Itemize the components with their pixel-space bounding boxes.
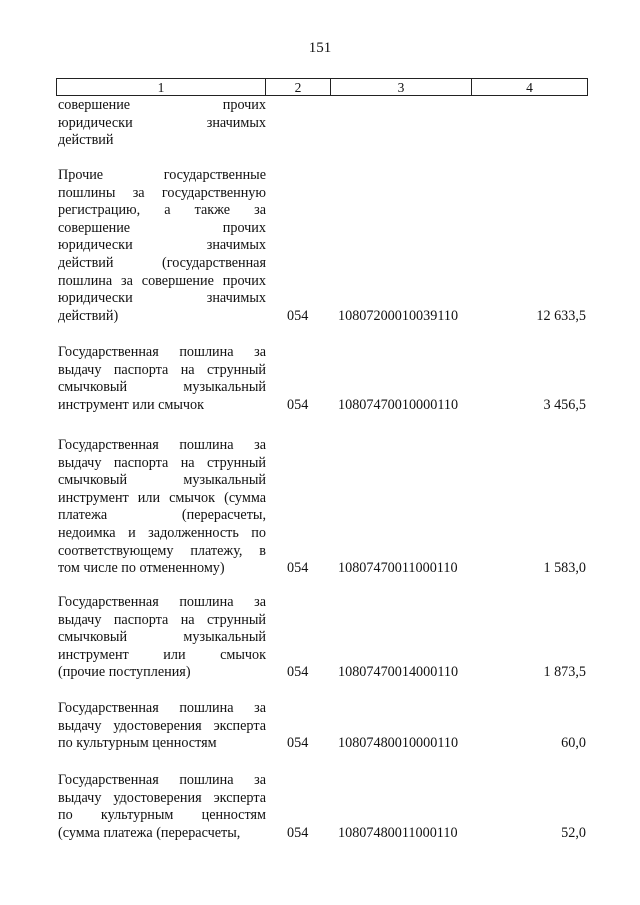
row-name-line: Государственная пошлина за <box>58 700 266 716</box>
row-name <box>58 167 266 325</box>
row-name-line: пошлина за совершение прочих <box>58 272 266 289</box>
row-amount: 1 873,5 <box>543 664 586 681</box>
row-name-line: по культурным ценностям <box>58 807 266 824</box>
row-code-admin: 054 <box>287 824 309 841</box>
column-header-2: 2 <box>266 79 331 96</box>
row-name-line: юридически значимых <box>58 237 266 254</box>
row-name-line: Прочие государственные <box>58 167 266 183</box>
row-code-budget: 10807470014000110 <box>338 664 459 681</box>
row-name-line: по культурным ценностям <box>58 735 217 752</box>
row-code-budget: 10807480011000110 <box>338 824 458 841</box>
row-name <box>58 700 266 753</box>
row-code-budget: 10807470010000110 <box>338 396 459 413</box>
row-name-line: действий (государственная <box>58 254 266 271</box>
row-name-line: выдачу паспорта на струнный <box>58 454 266 471</box>
row-name-line: соответствующему платежу, в <box>58 542 266 559</box>
row-name-line: (прочие поступления) <box>58 664 191 681</box>
row-name-line: том числе по отмененному) <box>58 560 225 577</box>
row-name <box>58 97 266 150</box>
row-name <box>58 594 266 682</box>
row-name-line: регистрацию, а также за <box>58 202 266 219</box>
row-name-line: юридически значимых <box>58 290 266 307</box>
row-code-admin: 054 <box>287 307 309 324</box>
row-name-line: Государственная пошлина за <box>58 437 266 453</box>
row-code-budget: 10807470011000110 <box>338 560 458 577</box>
column-header-4: 4 <box>472 79 588 96</box>
row-name-line: инструмент или смычок <box>58 396 205 413</box>
row-name-line: юридически значимых <box>58 114 266 131</box>
row-code-admin: 054 <box>287 396 309 413</box>
row-name-line: Государственная пошлина за <box>58 344 266 360</box>
row-name-line: действий <box>58 132 114 149</box>
row-code-budget: 10807480010000110 <box>338 735 459 752</box>
row-amount: 3 456,5 <box>543 396 586 413</box>
row-name-line: платежа (перерасчеты, <box>58 507 266 524</box>
row-name-line: выдачу паспорта на струнный <box>58 361 266 378</box>
row-name-line: смычковый музыкальный <box>58 379 266 396</box>
row-amount: 52,0 <box>561 824 586 841</box>
row-code-admin: 054 <box>287 735 309 752</box>
page-number: 151 <box>308 40 332 56</box>
row-name-line: смычковый музыкальный <box>58 629 266 646</box>
row-name <box>58 772 266 842</box>
row-name-line: выдачу удостоверения эксперта <box>58 717 266 734</box>
column-header-table <box>56 78 588 96</box>
row-name-line: пошлины за государственную <box>58 184 266 201</box>
row-name-line: действий) <box>58 307 119 324</box>
row-name-line: Государственная пошлина за <box>58 772 266 788</box>
row-code-admin: 054 <box>287 560 309 577</box>
row-code-budget: 10807200010039110 <box>338 307 459 324</box>
row-amount: 12 633,5 <box>536 307 586 324</box>
row-amount: 60,0 <box>561 735 586 752</box>
row-name <box>58 437 266 578</box>
row-name-line: смычковый музыкальный <box>58 472 266 489</box>
column-header-1: 1 <box>57 79 266 96</box>
row-name-line: совершение прочих <box>58 97 266 113</box>
row-name-line: совершение прочих <box>58 219 266 236</box>
row-name-line: (сумма платежа (перерасчеты, <box>58 824 241 841</box>
row-name <box>58 344 266 414</box>
row-code-admin: 054 <box>287 664 309 681</box>
row-name-line: инструмент или смычок <box>58 646 266 663</box>
row-name-line: недоимка и задолженность по <box>58 524 266 541</box>
row-name-line: выдачу удостоверения эксперта <box>58 789 266 806</box>
column-header-3: 3 <box>331 79 472 96</box>
row-name-line: выдачу паспорта на струнный <box>58 611 266 628</box>
row-name-line: Государственная пошлина за <box>58 594 266 610</box>
row-amount: 1 583,0 <box>543 560 586 577</box>
row-name-line: инструмент или смычок (сумма <box>58 489 266 506</box>
